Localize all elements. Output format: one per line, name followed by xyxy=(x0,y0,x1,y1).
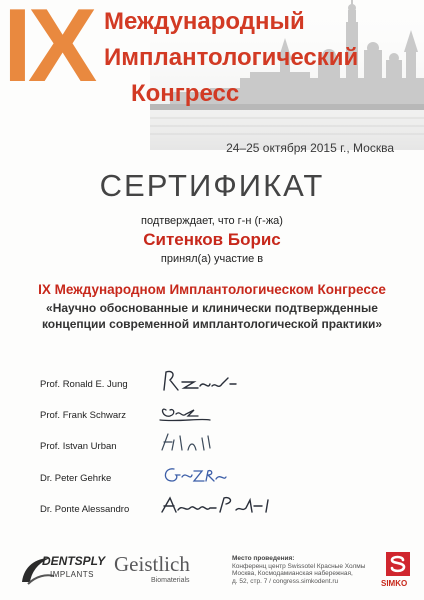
simko-logo-text: SIMKO xyxy=(381,579,408,588)
recipient-name: Ситенков Борис xyxy=(143,230,281,249)
certificate-heading: СЕРТИФИКАТ xyxy=(99,168,325,203)
congress-roman-numeral: IX xyxy=(3,0,94,104)
venue-line: Москва, Космодамианская набережная, xyxy=(232,570,353,578)
signature-image xyxy=(150,428,290,458)
speaker-name: Prof. Istvan Urban xyxy=(40,441,117,452)
congress-dates: 24–25 октября 2015 г., Москва xyxy=(226,141,394,155)
dentsply-logo-subtext: IMPLANTS xyxy=(50,570,95,579)
congress-topic xyxy=(30,300,394,332)
signature-image xyxy=(150,396,290,426)
speaker-name: Prof. Ronald E. Jung xyxy=(40,379,128,390)
speaker-name: Dr. Peter Gehrke xyxy=(40,473,112,484)
congress-topic-line-1: «Научно обоснованные и клинически подтвержденные xyxy=(46,301,378,315)
congress-full-name: IX Международном Имплантологическом Конгрессе xyxy=(38,282,386,297)
congress-topic-line-2: концепции современной имплантологической практики» xyxy=(41,317,383,331)
signature-image xyxy=(150,459,290,489)
congress-title-line-3: Конгресс xyxy=(131,80,240,107)
speaker-name: Dr. Ponte Alessandro xyxy=(40,504,130,515)
congress-title-line-1: Международный xyxy=(104,8,305,35)
dentsply-logo-text: DENTSPLY xyxy=(42,554,106,568)
speaker-name: Prof. Frank Schwarz xyxy=(40,410,127,421)
venue-line: д. 52, стр. 7 / congress.simkodent.ru xyxy=(232,577,339,585)
geistlich-logo-subtext: Biomaterials xyxy=(151,577,190,584)
signature-image xyxy=(150,490,290,520)
congress-title-line-2: Имплантологический xyxy=(104,44,359,71)
venue-line: Конференц центр Swissotel Красные Холмы xyxy=(232,562,366,570)
venue-label: Место проведения: xyxy=(232,555,295,562)
venue-info xyxy=(232,555,382,585)
confirms-text: подтверждает, что г-н (г-жа) xyxy=(141,215,283,227)
participated-text: принял(а) участие в xyxy=(160,253,264,265)
simko-logo-icon xyxy=(386,552,410,576)
signature-image xyxy=(150,366,290,396)
header-banner xyxy=(0,0,424,165)
geistlich-logo-text: Geistlich xyxy=(114,552,190,576)
